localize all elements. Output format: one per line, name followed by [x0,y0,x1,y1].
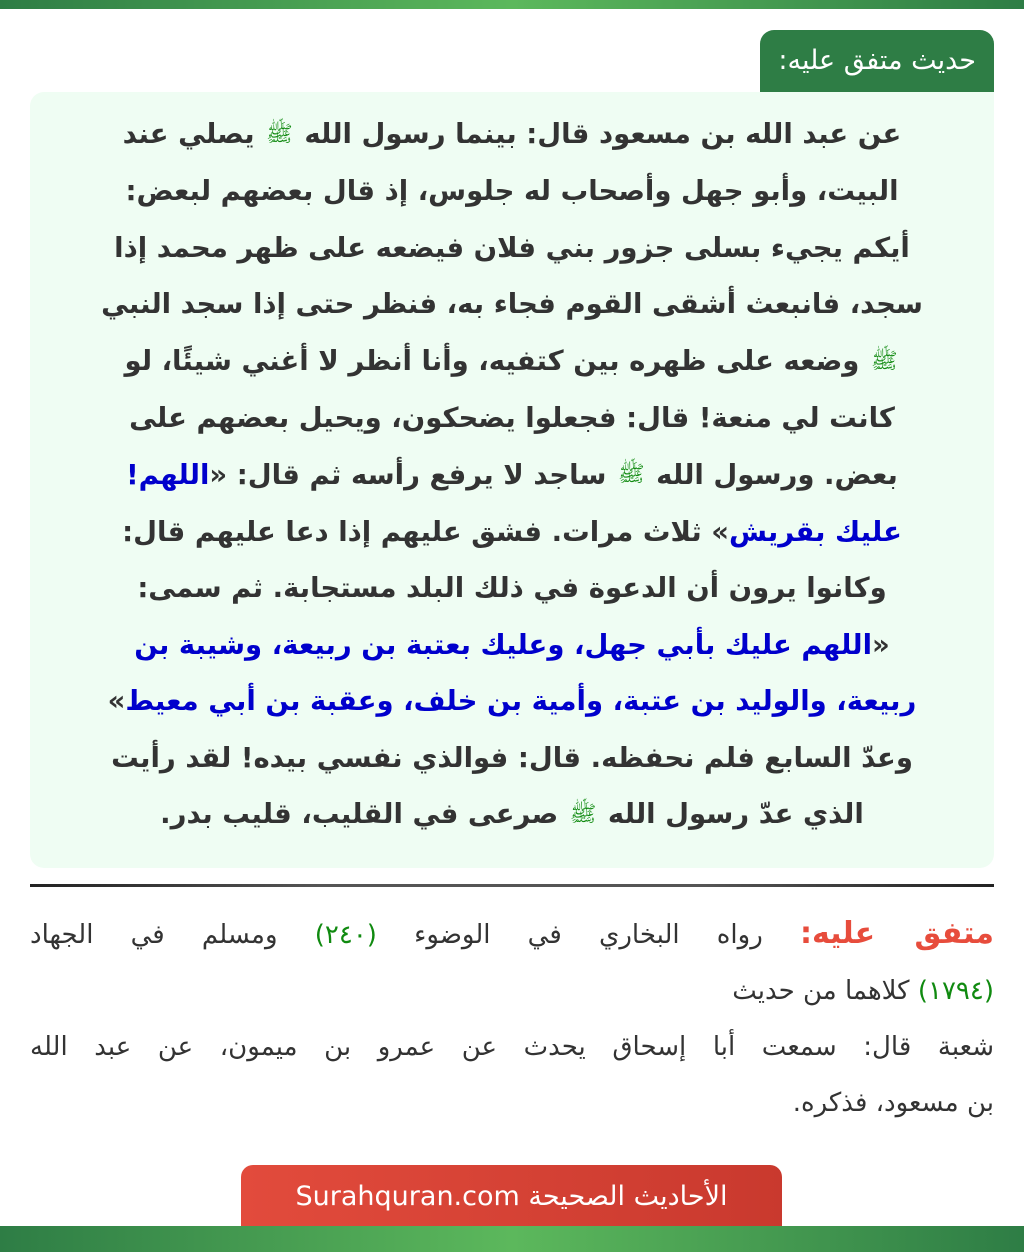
salawat-icon: ﷺ [618,462,645,488]
reference-number: (٢٤٠) [314,920,377,950]
section-divider [30,884,994,887]
bottom-decorative-bar [0,1226,1024,1252]
dua-text: اللهم عليك بأبي جهل، وعليك بعتبة بن ربيعة، وشيبة بن [134,628,873,661]
hadith-text-box [30,92,994,868]
site-branding-badge: الأحاديث الصحيحة Surahquran.com [241,1165,782,1226]
reference-number: (١٧٩٤) [917,976,994,1006]
salawat-icon: ﷺ [870,348,898,374]
hadith-line-1: عن عبد الله بن مسعود قال: بينما رسول الله ﷺ يصلي عند [48,106,976,163]
hadith-line-10: «اللهم عليك بأبي جهل، وعليك بعتبة بن ربيعة، وشيبة بن [134,628,890,661]
hadith-line-3: أيكم يجيء بسلى جزور بني فلان فيضعه على ظهر محمد إذا [114,231,910,264]
hadith-line-12: وعدّ السابع فلم نحفظه. قال: فوالذي نفسي بيده! لقد رأيت [111,741,913,774]
salawat-icon: ﷺ [569,802,597,827]
hadith-line-9: وكانوا يرون أن الدعوة في ذلك البلد مستجابة. ثم سمى: [137,572,887,605]
hadith-source [30,906,994,1131]
source-line-1: متفق عليه: رواه البخاري في الوضوء (٢٤٠) ومسلم في الجهاد [30,916,995,951]
dua-text: ربيعة، والوليد بن عتبة، وأمية بن خلف، وعقبة بن أبي معيط [125,685,917,718]
hadith-type-title: حديث متفق عليه: [760,30,994,92]
dua-text: اللهم! [126,458,210,491]
dua-text: عليك بقريش [729,515,902,548]
source-line-2: (١٧٩٤) كلاهما من حديث [732,976,994,1006]
top-decorative-bar [0,0,1024,9]
hadith-line-8: عليك بقريش» ثلاث مرات. فشق عليهم إذا دعا عليهم قال: [122,515,902,548]
hadith-line-13: الذي عدّ رسول الله ﷺ صرعى في القليب، قليب بدر. [48,786,976,843]
source-label: متفق عليه: [799,916,995,951]
hadith-line-4: سجد، فانبعث أشقى القوم فجاء به، فنظر حتى إذا سجد النبي [101,288,923,321]
salawat-icon: ﷺ [266,121,293,147]
source-line-4: بن مسعود، فذكره. [792,1088,994,1118]
hadith-line-6: كانت لي منعة! قال: فجعلوا يضحكون، ويحيل بعضهم على [129,402,895,434]
hadith-line-7: بعض. ورسول الله ﷺ ساجد لا يرفع رأسه ثم قال: «اللهم! [48,447,976,504]
hadith-line-5: ﷺ وضعه على ظهره بين كتفيه، وأنا أنظر لا أغني شيئًا، لو [48,333,976,390]
hadith-line-2: البيت، وأبو جهل وأصحاب له جلوس، إذ قال بعضهم لبعض: [125,175,899,208]
hadith-line-11: ربيعة، والوليد بن عتبة، وأمية بن خلف، وعقبة بن أبي معيط» [107,685,917,718]
source-line-3: شعبة قال: سمعت أبا إسحاق يحدث عن عمرو بن ميمون، عن عبد الله [30,1032,994,1062]
